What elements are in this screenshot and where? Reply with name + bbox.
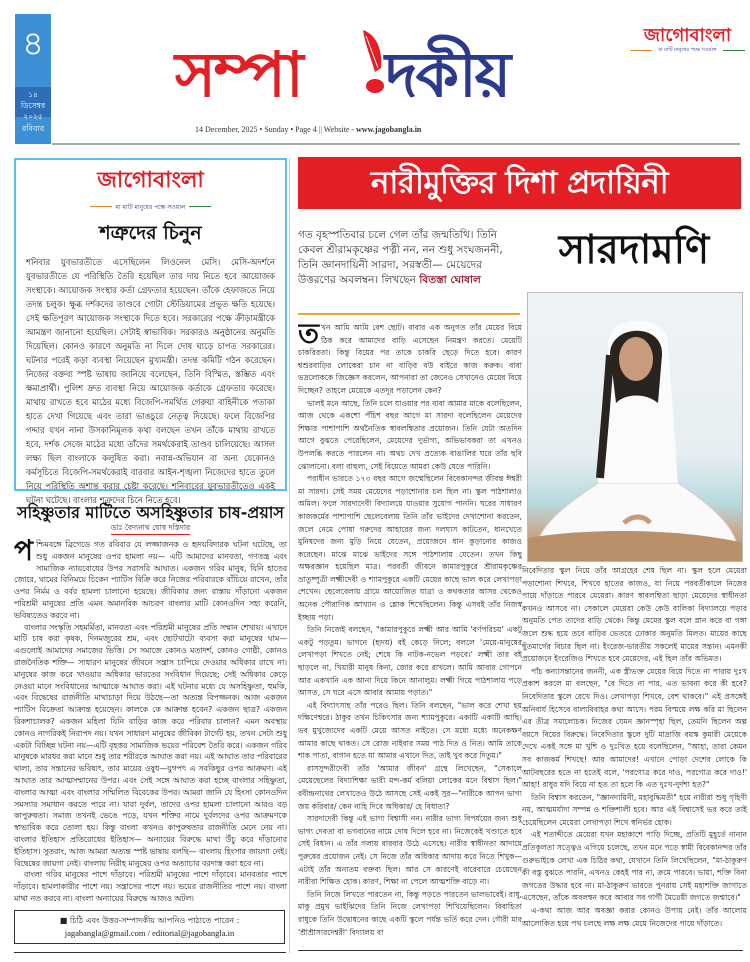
feature-banner: নারীমুক্তির দিশা প্রদায়িনী — [298, 157, 741, 209]
bottom-rule-right — [298, 950, 743, 951]
article2-author: ডাঃ বৈদ্যনাথ ঘোষ দস্তিদার — [111, 523, 190, 535]
feature-paragraph: নিবেদিতার স্কুল নিয়ে তাঁর আগ্রহের শেষ ছিল না। স্কুল হলে মেয়েরা পড়াশোনা শিখবে, শিখবে হাতের কাজও, যা নিয়ে পরবর্তীকালে নিজের পায়ে দাঁড়াতে পারবে মেয়েরা। কারণ স্বাবলম্বিতা ছাড়া মেয়েদের স্বাধীনতা কখনও আসবে না। সেকালে মেয়েরা কেউ কেউ বালিকা বিদ্যালয়ে পড়ার অনুমতি পেত তাদের বাড়ি থেকে। কিন্তু মেমের স্কুল বলে স্নান করে বা গঙ্গা জলে শুদ্ধ হয়ে তবে বাড়ির ভেতরে ঢোকার অনুমতি মিলত। মায়ের কাছে ছুঁতমার্গের বিচার ছিল না। ইংরেজ-ভারতীয় সকলেই মায়ের সন্তান। এমনকী প্রয়োজনে ইংরেজিও শিখতে হবে মেয়েদের, এই ছিল তাঁর অভিমত। — [522, 566, 747, 664]
jagobangla-logo — [630, 26, 745, 55]
logo-name: জাগোবাংলা — [643, 25, 732, 46]
column-divider — [289, 158, 290, 953]
feature-author: বিতস্তা ঘোষাল — [419, 274, 481, 286]
quill-pen-icon — [357, 28, 387, 94]
dateline: 14 December, 2025 • Sunday • Page 4 || Website - www.jagobangla.in — [195, 125, 422, 134]
feature-paragraph: এই বিদ্যাৎসাহ তাঁর পরেও ছিল। তিনি বলছেন, "ভাল করে শেখা হয় দক্ষিণেশ্বরে। ঠাকুর তখন চিকিৎসার জন্য শ্যামপুকুরে। একাটি একাটি আছি। ভব মুখুজ্যেদের একটি মেয়ে আসত নাইতে। সে মধ্যে মধ্যে অনেকক্ষণ আমার কাছে থাকত। সে রোজ নাইবার সময় পাঠ দিত ও নিত। আমি তাকে শাক পাতা, বাগান হতে যা আমার এখানে দিত, তাই খুব করে দিতুম।" — [298, 700, 522, 761]
date-bn: ১৪ ডিসেম্বর ২০২৫ — [15, 87, 51, 117]
feature-deck — [298, 228, 520, 288]
email-link-1[interactable]: jagabangla@gmail.com — [64, 928, 146, 938]
section-title — [175, 28, 635, 118]
website-link[interactable]: www.jagobangla.in — [356, 125, 422, 134]
editorial-logo-tagline: মা মাটি মানুষের পক্ষে সওয়াল — [90, 202, 212, 213]
logo-tagline: মা মাটি মানুষের পক্ষে সওয়াল — [630, 46, 745, 55]
article2-paragraph-last: বাংলা গরিব মানুষের পাশে দাঁড়াবে। পরিশ্রমী মানুষের পাশে দাঁড়াবে। মানবতার পাশে দাঁড়াবে। হামলাকারীর পাশে নয়। সন্ত্রাসের পাশে নয়। ভয়ের রাজনীতির পাশে নয়। বাংলা মাথা নত করবে না। বাংলা অন্যায়ের বিরুদ্ধে আজও অটল। — [14, 870, 287, 903]
feature-drop-cap: ত — [298, 322, 320, 350]
sarada-devi-photo — [527, 292, 743, 562]
article2-byline — [14, 523, 287, 535]
letters-prompt: চিঠি এবং উত্তর-সম্পাদকীয় আপনিও পাঠাতে পারেন : — [69, 916, 240, 925]
feature-paragraph: এই শতাব্দীতে মেয়েরা যখন মহাকাশে পাড়ি দিচ্ছে, প্রতিটি মুহূর্তে নানান প্রতিকূলতা সত্ত্বেও এগিয়ে চলেছে, তখন মনে পড়ে স্বামী বিবেকানন্দর তাঁর গুরুভাইকে লেখা এক চিঠির কথা, যেখানে তিনি লিখেছিলেন, "মা-ঠাকুরুণ কী বস্তু বুঝতে পারনি, এখনও কেহই পার না, ক্রমে পারবে। ভায়া, শক্তি বিনা জগতের উদ্ধার হবে না। মা-ঠাকুরুণ ভারতে পুনরায় সেই মহাশক্তি জাগাতে এসেছেন, তাঁকে অবলম্বন করে আবার সব গার্গী মৈত্রেয়ী জগতে জন্মাবে।" — [522, 830, 747, 903]
section-title-part2: দকীয় — [385, 38, 510, 111]
feature-column-right — [522, 565, 747, 945]
editorial-logo-name: জাগোবাংলা — [97, 168, 204, 193]
deck-writer-label: লিখছেন — [381, 274, 417, 286]
article2-body — [14, 534, 287, 905]
bottom-rule-left — [14, 952, 286, 953]
date-box — [15, 14, 51, 144]
page-number: ৪ — [21, 24, 45, 64]
dateline-date: 14 December, 2025 — [195, 125, 258, 134]
article2-paragraph: শ্চিমবঙ্গে ব্রিগেডে গত রবিবার যে লজ্জাজনক ও হৃদয়বিদারক ঘটনা ঘটেছে, তা শুধু একজন মানুষের ওপর হামলা নয়— এটি আমাদের মানবতা, গণতন্ত্র এবং সামাজিক ন্যায়বোধের উপর সরাসরি আঘাত। একজন গরিব মানুষ, যিনি হাতের জোরে, ঘামের বিনিময়ে চিকেন প্যাটিস বিক্রি করে নিজের পরিবারকে বাঁচিয়ে রাখেন, তাঁর ওপর নির্মম ও বর্বর হামলা চালানো হয়েছে। জীবিকার জন্য রাস্তায় দাঁড়ানো একজন পরিশ্রমী মানুষের প্রতি এমন অমানবিক আচরণ বাংলার মাটি কোনওদিন সহ্য করেনি, ভবিষ্যতেও করবে না। — [14, 540, 287, 620]
editorial-logo — [16, 168, 285, 213]
deck-text: গত বৃহস্পতিবার চলে গেল তাঁর জন্মতিথি। তিনি কেবল শ্রীরামকৃষ্ণের পত্নী নন, নন শুধু সংঘজননী, তিনি জ্ঞানদায়িনী সারদা, সরস্বতী— মেয়েদের উত্তরণের অবলম্বন। — [298, 229, 503, 286]
article2-drop-cap: প — [14, 534, 34, 567]
article2-paragraph: বাংলার সংস্কৃতি সহমর্মিতা, মানবতা এবং পরিশ্রমী মানুষের প্রতি সম্মান শেখায়। এখানে মাটি চাষ করা কৃষক, দিনমজুরের শ্রম, এবং ছোটখাটো ব্যবসা করা মানুষের ঘাম— এগুলোই আমাদের সমাজের ভিত্তি। সে সমাজে কোনও মতাদর্শ, কোনও গোষ্ঠী, কোনও রাজনৈতিক শক্তি— সাধারণ মানুষের জীবনে সন্ত্রাস চাপিয়ে দেওয়ার অধিকার রাখে না। মানুষের কাজ করে খাওয়ার অধিকার ভারতের সংবিধান দিয়েছে; সেই অধিকার কেড়ে নেওয়া মানে সংবিধানের আত্মাকে আঘাত করা। এই ঘটনার মধ্যে যে অসহিষ্ণুতা, হুমকি, এবং বিদ্বেষের রাজনীতি মাথাচাড়া দিয়ে উঠছে—তা অত্যন্ত বিপজ্জনক। আজ একজন প্যাটিস বিক্রেতা আক্রান্ত হয়েছেন। কালকে কে আক্রান্ত হবেন? একজন ছাত্র? একজন রিকশাচালক? একজন মহিলা যিনি বাড়ির কাজ করে পরিবার চালান? এমন অবস্থায় কোনও নাগরিকই নিরাপদ নয়। যখন সাধারণ মানুষের জীবিকা টার্গেট হয়, তখন সেটা শুধু একটা বিচ্ছিন্ন ঘটনা নয়—এটি বৃহত্তর সামাজিক ভয়ের পরিবেশ তৈরি করে। একজন গরিব মানুষকে মারধর করা মানে শুধু তার শরীরকে আঘাত করা নয়। এই আঘাত তার পরিবারের থালা, তার সন্তানের ভবিষ্যৎ, তার মায়ের ওষুধ—যুগপৎ এ সবকিছুর ওপর আক্রমণ। এই আঘাত তার আত্মসম্মানের উপর। এবং সেই সঙ্গে আঘাত করা হচ্ছে বাংলার সহিষ্ণুতা, বাংলার আত্মা এবং বাংলার সম্মিলিত বিবেকের উপর। আমরা জানি যে হিংসা কোনওদিন সমস্যার সমাধান করতে পারে না। যারা দুর্বল, তাদের ওপর হামলা চালানো আরও বড় কাপুরুষতা। সমাজ তখনই ভেঙে পড়ে, যখন শক্তির নামে দুর্বলদের ওপর আক্রমণকে স্বাভাবিক করে তোলা হয়। কিন্তু বাংলা কখনও কাপুরুষতার রাজনীতি মেনে নেয় না। বাংলার ইতিহাস প্রতিরোধের ইতিহাস— অন্যায়ের বিরুদ্ধে মাথা উঁচু করে দাঁড়ানোর ইতিহাস। সুতরাং, আজ আমরা অত্যন্ত স্পষ্ট ভাষায় বলছি— বাংলায় হিংসার জায়গা নেই। বিদ্বেষের জায়গা নেই। বাংলায় নিরীহ মানুষের ওপর অত্যাচার বরদাস্ত করা হবে না। — [14, 622, 287, 868]
article2-title: সহিষ্ণুতার মাটিতে অসহিষ্ণুতার চাষ-প্রয়াস — [17, 503, 284, 522]
dateline-day: Sunday — [264, 125, 289, 134]
editorial-box — [14, 158, 287, 505]
feature-paragraph: তিনি নিজে লিখতে পারতেন না, কিন্তু পড়তে পারতেন ভালভাবেই। রাধু, মাকু প্রমুখ ভাইঝিদের তিনি নিজে লেখাপড়া শিখিয়েছিলেন। বিবাহিতা রাধুকে তিনি উদ্বোধনের কাছে একটি স্কুলে পর্যন্ত ভর্তি করে দেন। গৌরী মার 'শ্রীশ্রীসারদেশ্বরী' বিদ্যালয় বা — [298, 889, 522, 937]
feature-paragraph: এ-কথা আজ আর অবজ্ঞা করার কোনও উপায় নেই। তাঁর আলোয় আলোকিত হয়ে পথ চলছে লক্ষ লক্ষ মেয়ে নিজেদের পায়ে দাঁড়াতে। — [522, 906, 747, 928]
letters-box — [14, 910, 285, 944]
dateline-page: Page 4 — [295, 125, 317, 134]
editorial-body: শনিবার যুবভারতীতে এসেছিলেন লিওনেল মেসি। মেসি-অদর্শনে যুবভারতীতে যে পরিস্থিতি তৈরি হয়েছিল তার দায় নিতে হবে আয়োজক সংস্থাকে। আয়োজক সংস্থার কর্তা গ্রেফতার হয়েছেন। তাঁকে হেফাজতে নিয়ে তদন্ত চলুক। ক্ষুব্ধ দর্শকদের তাণ্ডবে গোটা স্টেডিয়ামের প্রভূত ক্ষতি হয়েছে। সেই ক্ষতিপূরণ আয়োজক সংস্থাকে দিতে হবে। সরকারের পক্ষে ক্রীড়ামন্ত্রীকে আমন্ত্রণ জানানো হয়েছিল। সেটাই স্বাভাবিক। সরকারও অনুষ্ঠানের অনুমতি দিয়েছিল। কোনও কারণে অনুমতি না দিলে দোষ ঘাড়ে চাপত সরকারের। ঘটনার পরেই কড়া ব্যবস্থা নিয়েছেন মুখ্যমন্ত্রী। তদন্ত কমিটি গঠন করেছেন। নিজের বক্তব্য স্পষ্ট ভাষায় জানিয়ে বলেছেন, তিনি বিস্মিত, স্তম্ভিত এবং ক্ষমাপ্রার্থী। পুলিশ দ্রুত ব্যবস্থা নিয়ে আয়োজক কর্তাকে গ্রেফতার করেছে। মাথায় রাখতে হবে মাঠের মধ্যে বিজেপি-সমর্থিত গেরুয়া বাহিনীকে পতাকা হাতে দেখা গিয়েছে এবং তারা ভাঙচুরে নেতৃত্ব দিয়েছে। ফলে বিজেপির গদ্দার যখন নানা উসকানিমূলক কথা বলছেন তখন তাঁকে মাথায় রাখতে হবে, দর্শক সেজে মাঠের মধ্যে তাঁদের সমর্থকেরাই তাণ্ডব চালিয়েছে। আসল লক্ষ্য ছিল বাংলাকে কলুষিত করা। নবান্ন-অভিযান বা অন্য যেকোনও কর্মসূচিতে বিজেপি-সমর্থকেরাই বারবার আইন-শৃঙ্খলা নিজেদের হাতে তুলে নিয়ে পরিস্থিতি অশান্ত করার চেষ্টা করেছে। শনিবারের যুবভারতীতেও একই ঘটনা ঘটেছে। বাংলার শত্রুদের চিনে নিতে হবে। — [26, 257, 275, 505]
feature-paragraph: পরাধীন ভারতে ১৭৩ বছর আগে জন্মেছিলেন বিবেকানন্দর জীবন্ত ঈশ্বরী মা সারদা। সেই সময় মেয়েদের পড়াশোনার চল ছিল না। স্কুল পাঠশালাও অমিল। ফলে সারদাদেবী বিদ্যালয়ে যাওয়ার সুযোগ পাননি। ঘরের সাধারণ কাজকর্মের পাশাপাশি ছেলেবেলায় তিনি তাঁর ভাইদের দেখাশোনা করতেন, জলে নেমে পোষা গরুদের আহারের জন্য দলঘাস কাটতেন, ধানখেতে মুনিষদের জন্য মুড়ি নিয়ে যেতেন, প্রয়োজনে ধান কুড়ানোর কাজও করেছেন। মাঝে মাঝে ভাইদের সঙ্গে পাঠশালায় যেতেন। তখন কিছু অক্ষরজ্ঞান হয়েছিল মাত্র। পরবর্তী জীবনে কামারপুকুরে শ্রীরামকৃষ্ণের ভ্রাতুষ্পুত্রী লক্ষ্মীদেবী ও শ্যামপুকুরে একটি মেয়ের কাছে ভাল করে লেখাপড়া শেখেন। ছেলেবেলায় গ্রামে আয়োজিত যাত্রা ও কথকতার আসর থেকেও অনেক পৌরাণিক আখ্যান ও শ্লোক শিখেছিলেন। কিন্তু এসবই তাঁর নিজস্ব ইচ্ছায় পড়া। — [298, 474, 522, 622]
dateline-separator: || — [318, 125, 322, 134]
email-separator: / — [145, 928, 153, 938]
feature-paragraph: তিনি নিজেই বলছেন, "কামারপুকুরে লক্ষ্মী আর আমি 'বর্ণপরিচয়' একটু একটু পড়তুম। ভাগনে (হৃদয়) বই কেড়ে নিলে; বললে 'মেয়ে-মানুষের লেখাপড়া শিখতে নেই; শেষে কি নাটক-নভেল পড়বে।' লক্ষ্মী তার বই ছাড়লে না, খিয়ারী মানুষ কিনা, জোর করে রাখলে। আমি আবার গোপনে আর একখানি এক আনা দিয়ে কিনে আনালুম। লক্ষ্মী গিয়ে পাঠশালায় পড়ে আসত, সে ঘরে এসে আবার আমায় পড়াত।" — [298, 625, 522, 698]
masthead-divider — [52, 143, 740, 145]
feature-column-middle — [298, 322, 522, 944]
feature-paragraph: রাসসুন্দরীদেবী তাঁর 'আমার জীবন' গ্রন্থে লিখেছেন, "সেকালে মেয়েছেলের বিদ্যাশিক্ষা ভারী মন্দ-কর্ম বলিয়া লোকের মনে বিশ্বাস ছিল।" রবীন্দ্রনাথের লেখাতেও উঠে আসছে সেই একই সুর—"নারীকে আপন ভাগ্য জয় করিবার/ কেন নাহি দিবে অধিকার/ হে বিধাতা? — [298, 763, 522, 811]
email-link-2[interactable]: editorial@jagobangla.in — [152, 928, 235, 938]
day-bn: রবিবার — [21, 124, 45, 133]
editorial-title: শত্রুদের চিনুন — [99, 222, 202, 244]
square-bullet-icon: ■ — [59, 916, 68, 925]
feature-paragraph: সারদাদেবী কিন্তু এই ভাগ্য বিশ্বাসী নন। নারীর ভাগ্য বিপর্যয়ের জন্য শুধু ভাগ্য দেবতা বা ভগবানের নামে দোষ দিলে হবে না। নিজেকেই খণ্ডাতে হবে সেই বিধান। এ তাঁর গলায় বারবার উঠে এসেছে। নারীর স্বাধীনতা আদায়ে পুরুষের প্রয়োজন নেই। সে নিজে তাঁর অধিকার আদায় করে নিতে শিখুক— এটাই তাঁর অন্যতম বক্তব্য ছিল। আর সে কারণেই বারেবারে চেয়েছেন নারীরা শিক্ষিত হোক। কারণ, শিক্ষা না পেলে আত্মশক্তি বাড়ে না। — [298, 814, 522, 887]
feature-paragraph: তিনি বিশ্বাস করতেন, "জ্ঞানদায়িনী, মহাবুদ্ধিমতী" হয়ে নারীরা শুধু গৃহিণী নয়, আত্মমর্যাদা সম্পন্ন ও শক্তিশালী হবে। আর এই বিশ্বাসেই ভর করে তাই চেয়েছিলেন মেয়েরা লেখাপড়া শিখে স্বনির্ভর হোক। — [522, 792, 747, 827]
website-label: Website - — [323, 125, 357, 134]
section-title-part1: সম্পা — [175, 38, 302, 111]
deck-rule — [298, 313, 520, 315]
feature-paragraph: পাঁচ কন্যাসন্তানের জননী, এক স্ত্রীভক্ত মেয়ের বিয়ে দিতে না পারায় দুঃখ প্রকাশ করলে মা বলছেন, "বে দিতে না পার, এত ভাবনা করে কী হবে? নিবেদিতার স্কুলে রেখে দিও। লেখাপড়া শিখবে, বেশ থাকবে।" এই প্রসঙ্গেই অনিবার্য হিসেবে বাল্যবিবাহর কথা আসে। পরম বিস্ময়ে লক্ষ করি মা ছিলেন এর তীব্র সমালোচক। নিজের যেমন জ্ঞানস্পৃহা ছিল, তেমনি ছিলেন অল্প বয়সে বিয়ের বিরুদ্ধে। নিবেদিতার স্কুলে দুটি মাদ্রাজি বয়স্ক কুমারী মেয়েকে দেখে একই সঙ্গে মা খুশি ও দুঃখিত হয়ে বলেছিলেন, "আহা, তারা কেমন সব কাজকর্ম শিখছে! আর আমাদের! এখানে পোড়া দেশের লোকে কি আটবছরের হতে না হতেই বলে, 'পরগোত্র করে দাও, পরগোত্র করে দাও!' আহা! রাধুর যদি বিয়ে না হত তা হলে কি এত দুঃখ-দুর্দশা হত?" — [522, 666, 747, 790]
feature-paragraph: ভালই মনে আছে, তিনি চলে যাওয়ার পর বাবা আমার মাকে বলেছিলেন, আজ থেকে একশো পঁচিশ বছর আগে মা সারদা বলেছিলেন মেয়েদের শিক্ষার পাশাপাশি অর্থনৈতিক স্বাবলম্বিতার প্রয়োজন। তিনি যেটা অতদিন আগে বুঝতে পেরেছিলেন, মেয়েদের দুর্ভাগ্য, অভিভাবকরা তা এখনও উপলব্ধি করতে পারলেন না। অথচ দেখ প্রত্যেক বাঙালির ঘরে তাঁর ছবি ঝোলানো। বলা বাহুল্য, সেই বিয়েতে আমরা কেউ যেতে পারিনি। — [298, 398, 522, 471]
feature-name: সারদামণি — [558, 227, 710, 273]
portrait-illustration — [528, 293, 743, 562]
feature-paragraph: খন আমি আমি বেশ ছোট। বাবার এক অনুগত তাঁর মেয়ের বিয়ে ঠিক করে আমাদের বাড়ি এসেছেন নিমন্ত্রণ করতে। মেয়েটি চাকরিরতা। কিন্তু বিয়ের পর তাকে চাকরি ছেড়ে দিতে হবে। কারণ শ্বশুরবাড়ির লোকেরা চান না বাড়ির বউ বাইরে কাজ করুক। বাবা ভদ্রলোককে জিজ্ঞেস করলেন, আপনারা তা জেনেও সেখানেও মেয়ের বিয়ে দিচ্ছেন? তাহলে মেয়েকে এতদূর পড়ালেন কেন? — [298, 323, 522, 395]
